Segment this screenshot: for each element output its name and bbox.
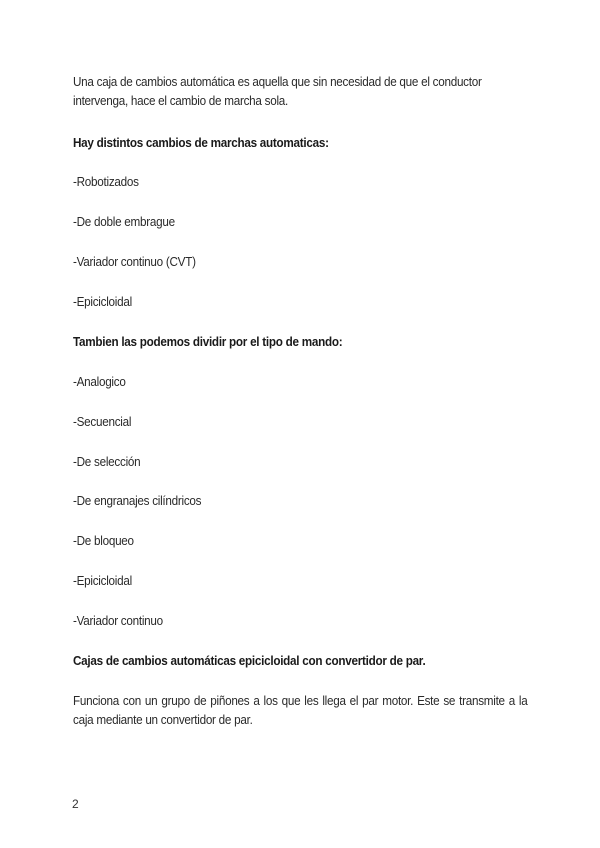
list-item: -Analogico [73,374,126,389]
list-item: -De selección [73,454,141,469]
list-item: -Variador continuo (CVT) [73,254,196,269]
page-number: 2 [72,797,79,811]
list-item: -De engranajes cilíndricos [73,493,202,508]
intro-paragraph: Una caja de cambios automática es aquella que sin necesidad de que el conductor intervenga, hace el cambio de marcha sola. [73,74,482,108]
list-item: -Robotizados [73,174,139,189]
list-item: -Variador continuo [73,613,163,628]
list-item: -De doble embrague [73,214,175,229]
list-item: -Secuencial [73,414,132,429]
heading-transmission-types: Hay distintos cambios de marchas automaticas: [73,135,329,150]
list-item: -Epicicloidal [73,294,132,309]
heading-control-types: Tambien las podemos dividir por el tipo de mando: [73,334,343,349]
epicyclic-paragraph: Funciona con un grupo de piñones a los que les llega el par motor. Este se transmite a la caja mediante un convertidor de par. [73,693,528,727]
list-item: -Epicicloidal [73,573,132,588]
list-item: -De bloqueo [73,533,134,548]
heading-epicyclic: Cajas de cambios automáticas epicicloidal con convertidor de par. [73,653,426,668]
